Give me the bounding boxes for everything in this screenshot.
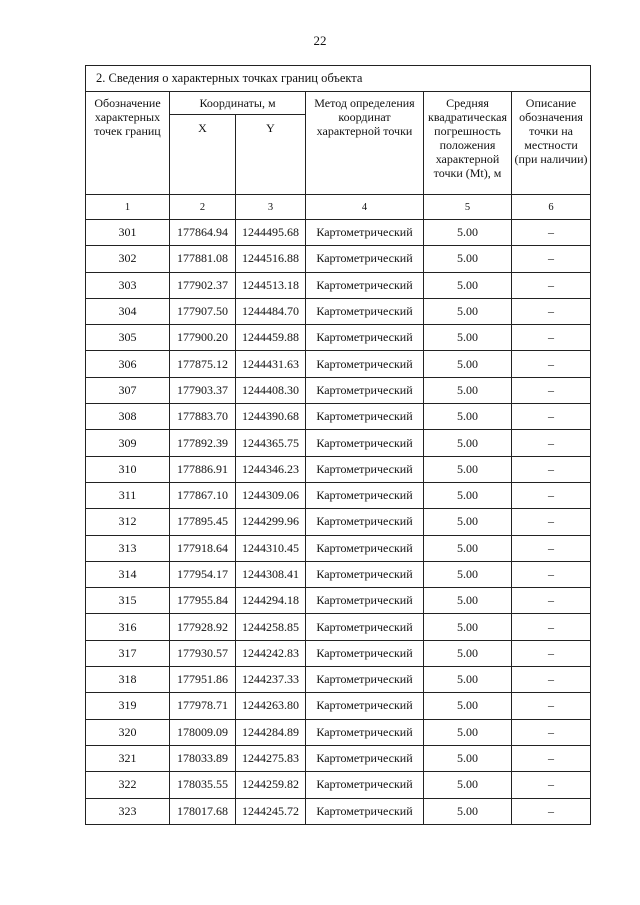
point-id: 319 — [86, 693, 170, 719]
x-coordinate: 177978.71 — [170, 693, 236, 719]
y-coordinate: 1244484.70 — [236, 298, 306, 324]
method-cell: Картометрический — [306, 693, 424, 719]
method-cell: Картометрический — [306, 772, 424, 798]
table-row — [86, 351, 591, 377]
method-header: Метод определения координат характерной точки — [306, 92, 424, 195]
error-cell: 5.00 — [424, 404, 512, 430]
y-coordinate: 1244365.75 — [236, 430, 306, 456]
method-cell: Картометрический — [306, 377, 424, 403]
section-title: 2. Сведения о характерных точках границ объекта — [86, 66, 591, 92]
y-coordinate: 1244299.96 — [236, 509, 306, 535]
point-id: 321 — [86, 745, 170, 771]
error-cell: 5.00 — [424, 298, 512, 324]
error-cell: 5.00 — [424, 509, 512, 535]
coordinates-header: Координаты, м — [170, 92, 306, 115]
y-coordinate: 1244513.18 — [236, 272, 306, 298]
table-row — [86, 456, 591, 482]
error-cell: 5.00 — [424, 561, 512, 587]
x-coordinate: 177864.94 — [170, 220, 236, 246]
error-cell: 5.00 — [424, 772, 512, 798]
description-cell: – — [512, 430, 591, 456]
description-cell: – — [512, 456, 591, 482]
x-coordinate: 178009.09 — [170, 719, 236, 745]
table-row — [86, 298, 591, 324]
description-cell: – — [512, 482, 591, 508]
x-coordinate: 178035.55 — [170, 772, 236, 798]
point-id: 301 — [86, 220, 170, 246]
x-coordinate: 177954.17 — [170, 561, 236, 587]
point-id: 311 — [86, 482, 170, 508]
point-id: 314 — [86, 561, 170, 587]
x-coordinate: 177918.64 — [170, 535, 236, 561]
point-id: 322 — [86, 772, 170, 798]
error-cell: 5.00 — [424, 693, 512, 719]
column-number: 4 — [306, 195, 424, 220]
method-cell: Картометрический — [306, 798, 424, 824]
table-row — [86, 745, 591, 771]
y-header: Y — [236, 115, 306, 195]
error-cell: 5.00 — [424, 745, 512, 771]
x-header: X — [170, 115, 236, 195]
description-header: Описание обозначения точки на местности (при наличии) — [512, 92, 591, 195]
y-coordinate: 1244459.88 — [236, 325, 306, 351]
y-coordinate: 1244263.80 — [236, 693, 306, 719]
y-coordinate: 1244390.68 — [236, 404, 306, 430]
table-row — [86, 798, 591, 824]
error-cell: 5.00 — [424, 535, 512, 561]
error-cell: 5.00 — [424, 667, 512, 693]
y-coordinate: 1244495.68 — [236, 220, 306, 246]
table-row — [86, 561, 591, 587]
x-coordinate: 177867.10 — [170, 482, 236, 508]
table-row — [86, 220, 591, 246]
point-id: 317 — [86, 640, 170, 666]
description-cell: – — [512, 246, 591, 272]
x-coordinate: 177951.86 — [170, 667, 236, 693]
column-number: 5 — [424, 195, 512, 220]
table-row — [86, 377, 591, 403]
method-cell: Картометрический — [306, 246, 424, 272]
table-row — [86, 246, 591, 272]
point-id: 315 — [86, 588, 170, 614]
table-row — [86, 667, 591, 693]
point-id: 318 — [86, 667, 170, 693]
point-id: 307 — [86, 377, 170, 403]
error-header: Средняя квадратическая погрешность положения характерной точки (Mt), м — [424, 92, 512, 195]
table-row — [86, 272, 591, 298]
x-coordinate: 178017.68 — [170, 798, 236, 824]
x-coordinate: 177875.12 — [170, 351, 236, 377]
y-coordinate: 1244259.82 — [236, 772, 306, 798]
description-cell: – — [512, 693, 591, 719]
method-cell: Картометрический — [306, 614, 424, 640]
method-cell: Картометрический — [306, 509, 424, 535]
y-coordinate: 1244242.83 — [236, 640, 306, 666]
point-id: 309 — [86, 430, 170, 456]
column-number: 1 — [86, 195, 170, 220]
method-cell: Картометрический — [306, 272, 424, 298]
error-cell: 5.00 — [424, 482, 512, 508]
y-coordinate: 1244309.06 — [236, 482, 306, 508]
error-cell: 5.00 — [424, 325, 512, 351]
description-cell: – — [512, 351, 591, 377]
y-coordinate: 1244408.30 — [236, 377, 306, 403]
y-coordinate: 1244275.83 — [236, 745, 306, 771]
x-coordinate: 177902.37 — [170, 272, 236, 298]
error-cell: 5.00 — [424, 246, 512, 272]
point-id: 316 — [86, 614, 170, 640]
point-id: 313 — [86, 535, 170, 561]
error-cell: 5.00 — [424, 719, 512, 745]
x-coordinate: 177881.08 — [170, 246, 236, 272]
description-cell: – — [512, 220, 591, 246]
table-row — [86, 719, 591, 745]
table-row — [86, 509, 591, 535]
table-row — [86, 640, 591, 666]
method-cell: Картометрический — [306, 588, 424, 614]
column-number: 6 — [512, 195, 591, 220]
method-cell: Картометрический — [306, 535, 424, 561]
x-coordinate: 177907.50 — [170, 298, 236, 324]
boundary-points-table — [85, 65, 591, 825]
x-coordinate: 177886.91 — [170, 456, 236, 482]
error-cell: 5.00 — [424, 351, 512, 377]
column-number-row — [86, 195, 591, 220]
description-cell: – — [512, 798, 591, 824]
point-id: 320 — [86, 719, 170, 745]
table-row — [86, 693, 591, 719]
x-coordinate: 177883.70 — [170, 404, 236, 430]
x-coordinate: 177895.45 — [170, 509, 236, 535]
point-id: 323 — [86, 798, 170, 824]
point-id: 306 — [86, 351, 170, 377]
description-cell: – — [512, 640, 591, 666]
description-cell: – — [512, 404, 591, 430]
description-cell: – — [512, 614, 591, 640]
error-cell: 5.00 — [424, 588, 512, 614]
description-cell: – — [512, 298, 591, 324]
error-cell: 5.00 — [424, 614, 512, 640]
x-coordinate: 177903.37 — [170, 377, 236, 403]
table-row — [86, 325, 591, 351]
point-id: 308 — [86, 404, 170, 430]
point-id: 303 — [86, 272, 170, 298]
x-coordinate: 177900.20 — [170, 325, 236, 351]
page-number: 22 — [313, 33, 327, 48]
y-coordinate: 1244294.18 — [236, 588, 306, 614]
description-cell: – — [512, 719, 591, 745]
y-coordinate: 1244516.88 — [236, 246, 306, 272]
method-cell: Картометрический — [306, 351, 424, 377]
method-cell: Картометрический — [306, 456, 424, 482]
error-cell: 5.00 — [424, 377, 512, 403]
description-cell: – — [512, 588, 591, 614]
method-cell: Картометрический — [306, 745, 424, 771]
point-id: 304 — [86, 298, 170, 324]
description-cell: – — [512, 667, 591, 693]
description-cell: – — [512, 272, 591, 298]
description-cell: – — [512, 535, 591, 561]
table-row — [86, 772, 591, 798]
designation-header: Обозначение характерных точек границ — [86, 92, 170, 195]
method-cell: Картометрический — [306, 640, 424, 666]
error-cell: 5.00 — [424, 272, 512, 298]
error-cell: 5.00 — [424, 456, 512, 482]
method-cell: Картометрический — [306, 404, 424, 430]
point-id: 312 — [86, 509, 170, 535]
y-coordinate: 1244431.63 — [236, 351, 306, 377]
point-id: 302 — [86, 246, 170, 272]
x-coordinate: 177928.92 — [170, 614, 236, 640]
y-coordinate: 1244308.41 — [236, 561, 306, 587]
method-cell: Картометрический — [306, 561, 424, 587]
y-coordinate: 1244237.33 — [236, 667, 306, 693]
table-body — [86, 220, 591, 825]
y-coordinate: 1244258.85 — [236, 614, 306, 640]
method-cell: Картометрический — [306, 482, 424, 508]
method-cell: Картометрический — [306, 430, 424, 456]
table-row — [86, 588, 591, 614]
description-cell: – — [512, 325, 591, 351]
point-id: 305 — [86, 325, 170, 351]
method-cell: Картометрический — [306, 719, 424, 745]
x-coordinate: 178033.89 — [170, 745, 236, 771]
x-coordinate: 177892.39 — [170, 430, 236, 456]
table-row — [86, 430, 591, 456]
y-coordinate: 1244310.45 — [236, 535, 306, 561]
column-number: 3 — [236, 195, 306, 220]
table-row — [86, 535, 591, 561]
point-id: 310 — [86, 456, 170, 482]
table-row — [86, 404, 591, 430]
method-cell: Картометрический — [306, 298, 424, 324]
error-cell: 5.00 — [424, 640, 512, 666]
description-cell: – — [512, 561, 591, 587]
error-cell: 5.00 — [424, 220, 512, 246]
method-cell: Картометрический — [306, 325, 424, 351]
description-cell: – — [512, 745, 591, 771]
method-cell: Картометрический — [306, 220, 424, 246]
error-cell: 5.00 — [424, 798, 512, 824]
column-number: 2 — [170, 195, 236, 220]
table-row — [86, 614, 591, 640]
y-coordinate: 1244346.23 — [236, 456, 306, 482]
y-coordinate: 1244284.89 — [236, 719, 306, 745]
method-cell: Картометрический — [306, 667, 424, 693]
table-row — [86, 482, 591, 508]
description-cell: – — [512, 772, 591, 798]
x-coordinate: 177930.57 — [170, 640, 236, 666]
x-coordinate: 177955.84 — [170, 588, 236, 614]
error-cell: 5.00 — [424, 430, 512, 456]
description-cell: – — [512, 509, 591, 535]
y-coordinate: 1244245.72 — [236, 798, 306, 824]
description-cell: – — [512, 377, 591, 403]
